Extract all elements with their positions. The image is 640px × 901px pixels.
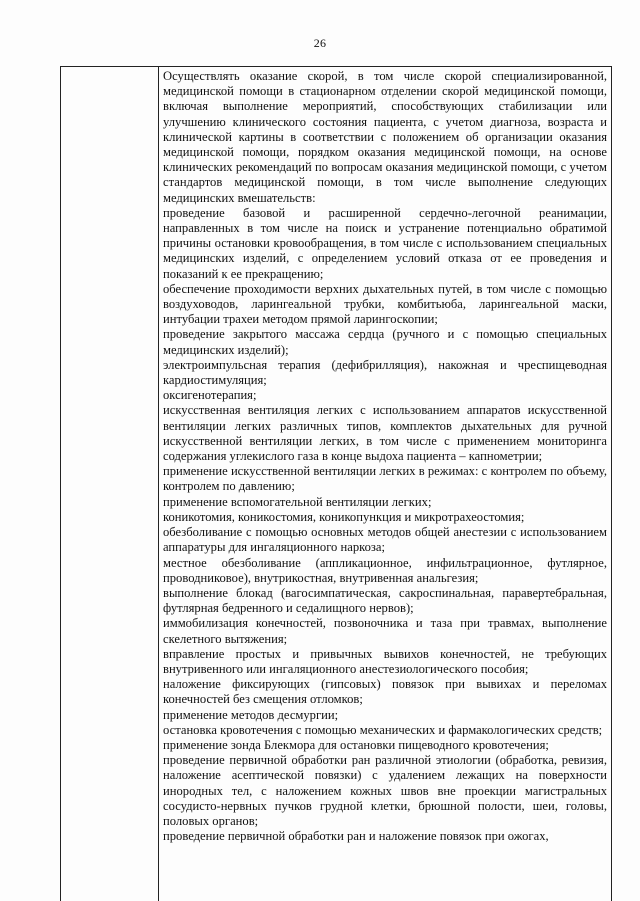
paragraph: местное обезболивание (аппликационное, инфильтрационное, футлярное, проводниковое), внутрикостная, внутривенная анальгезия; (163, 555, 607, 585)
paragraph: применение вспомогательной вентиляции легких; (163, 494, 432, 509)
content-table (60, 66, 612, 901)
paragraph: коникотомия, коникостомия, коникопункция и микротрахеостомия; (163, 509, 525, 524)
paragraph: проведение первичной обработки ран различной этиологии (обработка, ревизия, наложение асептической повязки) с удалением лежащих на поверхности инородных тел, с наложением кожных швов вне проекции магистральных сосудисто-нервных пучков грудной клетки, брюшной полости, шеи, головы, половых органов; (163, 753, 607, 828)
paragraph: остановка кровотечения с помощью механических и фармакологических средств; (163, 722, 603, 737)
paragraph: выполнение блокад (вагосимпатическая, сакроспинальная, паравертебральная, футлярная бедренного и седалищного нервов); (163, 585, 607, 616)
paragraph: проведение базовой и расширенной сердечно-легочной реанимации, направленных в том числе на поиск и устранение потенциально обратимой причины остановки кровообращения, в том числе с использованием специальных медицинских изделий, с определением условий отказа от ее проведения и показаний к ее прекращению; (163, 205, 607, 281)
paragraph: электроимпульсная терапия (дефибрилляция), накожная и чреспищеводная кардиостимуляция; (163, 357, 607, 388)
paragraph: проведение первичной обработки ран и наложение повязок при ожогах, (163, 829, 549, 844)
paragraph: обеспечение проходимости верхних дыхательных путей, в том числе с помощью воздуховодов, ларингеальной трубки, комбитьюба, ларингеальной маски, интубации трахеи методом прямой ларингоскопии; (163, 281, 607, 327)
paragraph: Осуществлять оказание скорой, в том числе скорой специализированной, медицинской помощи в стационарном отделении скорой медицинской помощи, включая выполнение мероприятий, способствующих стабилизации или улучшению клинического состояния пациента, с учетом диагноза, возраста и клинической картины в соответствии с положением об организации оказания медицинской помощи, порядком оказания медицинской помощи, на основе клинических рекомендаций по вопросам оказания медицинской помощи, с учетом стандартов медицинской помощи, в том числе выполнение следующих медицинских вмешательств: (163, 69, 607, 205)
paragraph: применение зонда Блекмора для остановки пищеводного кровотечения; (163, 737, 549, 752)
table-right-column (159, 67, 611, 901)
paragraph: искусственная вентиляция легких с использованием аппаратов искусственной вентиляции легких различных типов, комплектов дыхательных для ручной искусственной вентиляции легких, в том числе с применением мониторинга содержания углекислого газа в конце выдоха пациента – капнометрии; (163, 403, 607, 464)
table-left-column (61, 67, 159, 901)
paragraph: оксигенотерапия; (163, 388, 257, 403)
paragraph: иммобилизация конечностей, позвоночника и таза при травмах, выполнение скелетного вытяжения; (163, 616, 607, 646)
paragraph: наложение фиксирующих (гипсовых) повязок при вывихах и переломах конечностей без смещения отломков; (163, 677, 607, 707)
paragraph: применение методов десмургии; (163, 707, 339, 722)
paragraph: вправление простых и привычных вывихов конечностей, не требующих внутривенного или ингаляционного анестезиологического пособия; (163, 646, 607, 676)
page-number: 26 (313, 36, 327, 50)
paragraph: обезболивание с помощью основных методов общей анестезии с использованием аппаратуры для ингаляционного наркоза; (163, 525, 607, 555)
paragraph: проведение закрытого массажа сердца (ручного и с помощью специальных медицинских изделий); (163, 327, 607, 357)
paragraph: применение искусственной вентиляции легких в режимах: с контролем по объему, контролем по давлению; (163, 464, 607, 494)
